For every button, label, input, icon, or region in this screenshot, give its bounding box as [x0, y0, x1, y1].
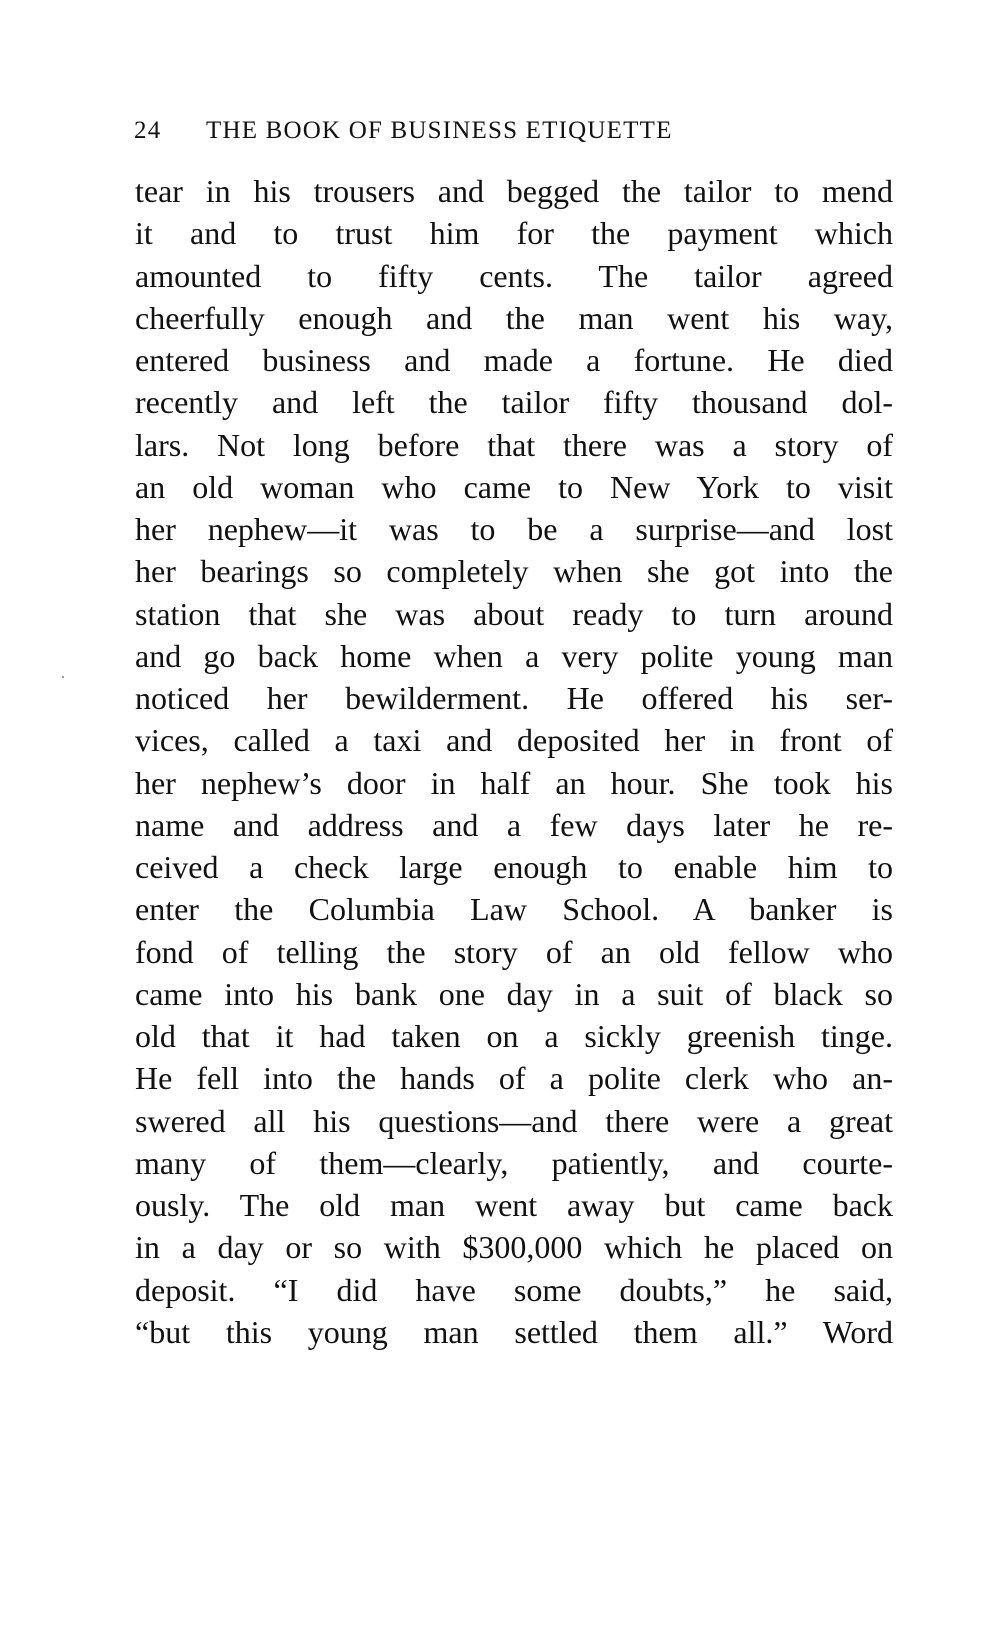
- text-line: swered all his questions—and there were a great: [135, 1102, 893, 1139]
- running-head: [134, 114, 834, 148]
- text-line: station that she was about ready to turn around: [135, 595, 893, 632]
- text-line: her nephew—it was to be a surprise—and lost: [135, 511, 893, 547]
- text-line: in a day or so with $300,000 which he placed on: [135, 1229, 893, 1266]
- text-line: amounted to fifty cents. The tailor agreed: [135, 257, 893, 294]
- text-line: name and address and a few days later he re-: [135, 806, 893, 843]
- text-line: and go back home when a very polite young man: [135, 637, 893, 674]
- text-line: cheerfully enough and the man went his way,: [135, 299, 893, 336]
- text-line: her bearings so completely when she got into the: [135, 553, 893, 590]
- text-line: tear in his trousers and begged the tailor to mend: [135, 173, 893, 209]
- text-line: lars. Not long before that there was a story of: [135, 426, 893, 463]
- text-line: ously. The old man went away but came back: [135, 1187, 893, 1223]
- text-line: fond of telling the story of an old fellow who: [135, 933, 893, 970]
- text-line: recently and left the tailor fifty thousand dol-: [135, 384, 893, 421]
- page-number: 24: [134, 117, 162, 144]
- text-line: many of them—clearly, patiently, and courte-: [135, 1144, 893, 1181]
- text-line: entered business and made a fortune. He died: [135, 342, 893, 378]
- text-line: it and to trust him for the payment which: [135, 215, 893, 252]
- text-line: an old woman who came to New York to visit: [135, 468, 893, 505]
- text-line: “but this young man settled them all.” Word: [135, 1313, 893, 1350]
- text-line: came into his bank one day in a suit of black so: [135, 975, 893, 1012]
- book-title: THE BOOK OF BUSINESS ETIQUETTE: [206, 117, 673, 144]
- text-line: deposit. “I did have some doubts,” he said,: [135, 1271, 893, 1308]
- text-line: vices, called a taxi and deposited her in front of: [135, 722, 893, 759]
- text-line: He fell into the hands of a polite clerk who an-: [135, 1060, 893, 1097]
- body-text: [135, 170, 893, 1353]
- text-line: enter the Columbia Law School. A banker is: [135, 891, 893, 928]
- text-line: noticed her bewilderment. He offered his ser-: [135, 680, 893, 716]
- text-line: her nephew’s door in half an hour. She took his: [135, 764, 893, 801]
- margin-speck: [62, 676, 64, 678]
- text-line: ceived a check large enough to enable him to: [135, 849, 893, 885]
- text-line: old that it had taken on a sickly greenish tinge.: [135, 1018, 893, 1054]
